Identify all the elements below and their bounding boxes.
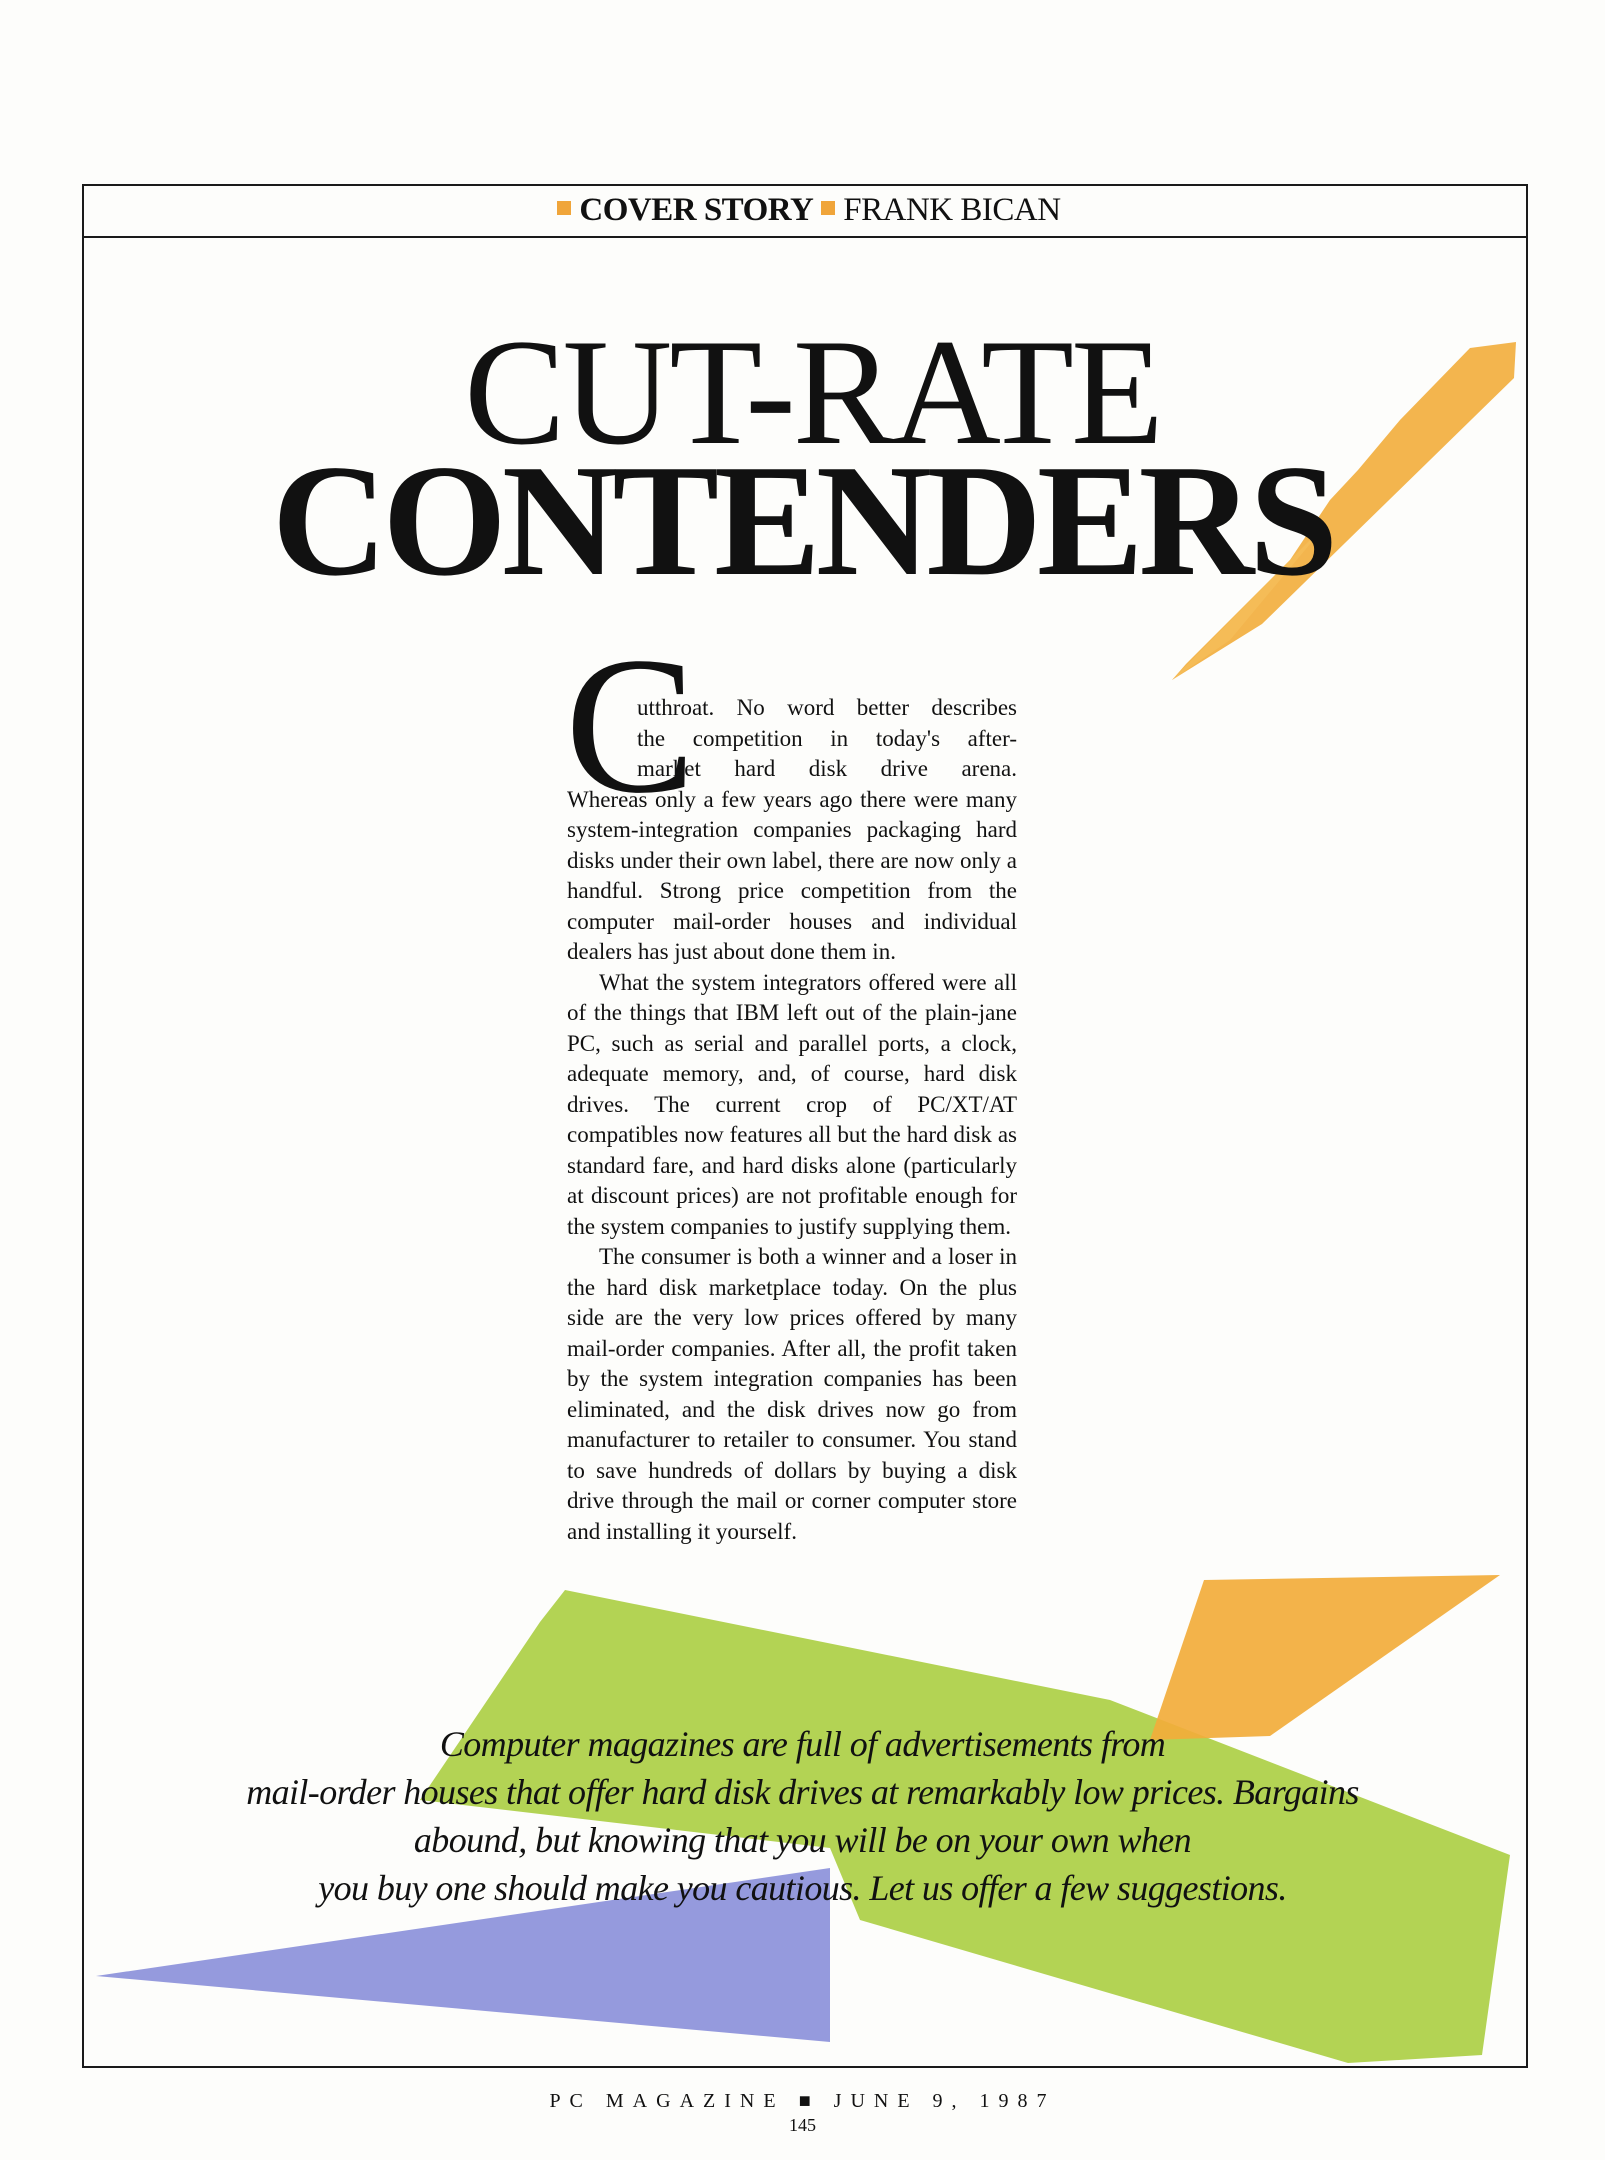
page-number: 145 bbox=[789, 2115, 816, 2135]
pull-quote bbox=[0, 1720, 1605, 1912]
body-column bbox=[567, 693, 1017, 1547]
section-label: COVER STORY bbox=[579, 191, 814, 228]
paragraph-3: The consumer is both a winner and a loser in the hard disk marketplace today. On the plus side are the very low prices offered by many mail-order companies. After all, the profit taken by the system integration companies has been eliminated, and the disk drives now go from manufacturer to retailer to consumer. You stand to save hundreds of dollars by buying a disk drive through the mail or corner computer store and installing it yourself. bbox=[567, 1244, 1017, 1544]
lead-line: market hard disk drive arena. bbox=[637, 756, 1017, 781]
pull-quote-line: abound, but knowing that you will be on your own when bbox=[413, 1820, 1192, 1860]
issue-date: JUNE 9, 1987 bbox=[833, 2090, 1056, 2112]
pull-quote-line: Computer magazines are full of advertisements from bbox=[439, 1724, 1166, 1764]
paragraph-1: Whereas only a few years ago there were many system-integration companies packaging hard disks under their own label, there are now only a handful. Strong price competition from the computer mail-order houses and individual dealers has just about done them in. bbox=[567, 786, 1017, 964]
footer-bullet: ■ bbox=[798, 2090, 820, 2112]
pull-quote-line: you buy one should make you cautious. Let us offer a few suggestions. bbox=[318, 1868, 1287, 1908]
page-footer bbox=[0, 2090, 1605, 2113]
orange-square-bullet bbox=[821, 201, 835, 215]
section-header bbox=[82, 184, 1528, 238]
orange-square-bullet bbox=[557, 201, 571, 215]
drop-cap: C bbox=[565, 617, 696, 834]
lead-line: the competition in today's after- bbox=[637, 725, 1017, 751]
paragraph-2: What the system integrators offered were all of the things that IBM left out of the plain-jane PC, such as serial and parallel ports, a clock, adequate memory, and, of course, hard disk drives. The current crop of PC/XT/AT compatibles now features all but the hard disk as standard fare, and hard disks alone (particularly at discount prices) are not profitable enough for the system companies to justify supplying them. bbox=[567, 969, 1017, 1239]
lead-line: utthroat. No word better describes bbox=[637, 695, 1017, 720]
magazine-name: PC MAGAZINE bbox=[549, 2090, 785, 2112]
author-name: FRANK BICAN bbox=[843, 191, 1061, 228]
headline-line-2: CONTENDERS bbox=[271, 431, 1334, 609]
pull-quote-line: mail-order houses that offer hard disk drives at remarkably low prices. Bargains bbox=[246, 1772, 1359, 1812]
headline-line-1: CUT-RATE bbox=[464, 308, 1161, 476]
